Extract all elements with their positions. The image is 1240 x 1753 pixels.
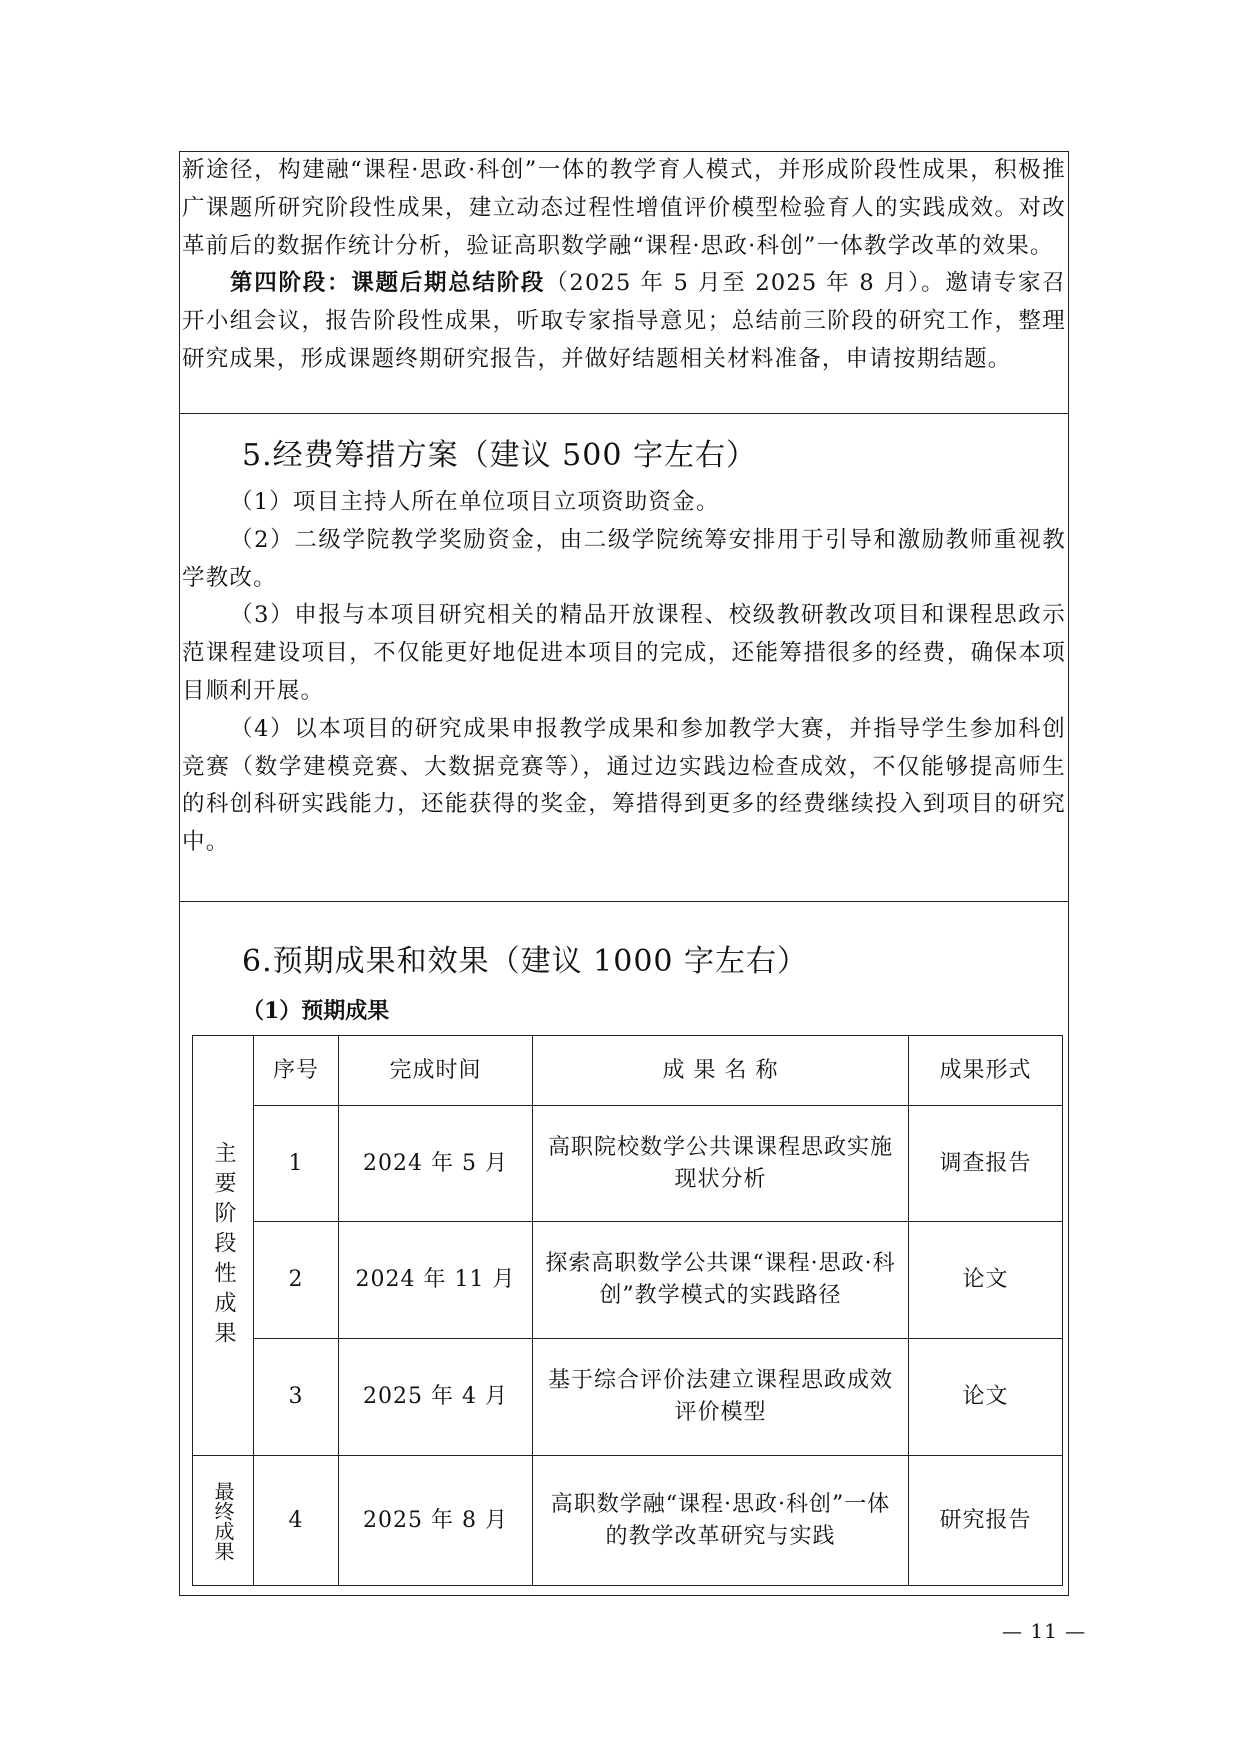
stage4-text: （2025 年 5 月至 2025 年 8 月）。邀请专家召开小组会议，报告阶段性成果，听取专家指导意见；总结前三阶段的研究工作，整理研究成果，形成课题终期研究报告，并做好结题相关材料准备，申请按期结题。 <box>182 270 1066 372</box>
row-3-no: 3 <box>254 1339 339 1456</box>
row-2-form: 论文 <box>909 1222 1063 1339</box>
row-1-no: 1 <box>254 1106 339 1222</box>
group-stage-label: 主要阶段性成果 <box>211 1140 236 1351</box>
expected-results-table <box>192 1035 1063 1586</box>
row-4-time: 2025 年 8 月 <box>339 1456 533 1586</box>
header-no: 序号 <box>254 1036 339 1106</box>
stage4-label: 第四阶段：课题后期总结阶段 <box>230 270 546 297</box>
section6-cell <box>180 901 1068 1595</box>
table-row <box>193 1106 1063 1222</box>
group-stage-cell <box>193 1036 254 1456</box>
row-1-name: 高职院校数学公共课课程思政实施现状分析 <box>533 1106 909 1222</box>
page-number: — 11 — <box>1002 1619 1087 1643</box>
group-final-label: 最终成果 <box>211 1480 235 1561</box>
funding-item-3: （3）申报与本项目研究相关的精品开放课程、校级教研教改项目和课程思政示范课程建设项目，不仅能更好地促进本项目的完成，还能筹措很多的经费，确保本项目顺利开展。 <box>182 602 1066 704</box>
row-4-form: 研究报告 <box>909 1456 1063 1586</box>
row-3-time: 2025 年 4 月 <box>339 1339 533 1456</box>
section5-heading: 5.经费筹措方案（建议 500 字左右） <box>242 438 757 473</box>
section6-heading: 6.预期成果和效果（建议 1000 字左右） <box>242 944 809 979</box>
section4-tail-cell <box>180 152 1068 413</box>
stage4-paragraph <box>182 265 1066 378</box>
row-4-name: 高职数学融“课程·思政·科创”一体的教学改革研究与实践 <box>533 1456 909 1586</box>
group-final-cell <box>193 1456 254 1586</box>
funding-item-2: （2）二级学院教学奖励资金，由二级学院统筹安排用于引导和激励教师重视教学教改。 <box>182 526 1066 591</box>
funding-item-4: （4）以本项目的研究成果申报教学成果和参加教学大赛，并指导学生参加科创竞赛（数学建模竞赛、大数据竞赛等），通过边实践边检查成效，不仅能够提高师生的科创科研实践能力，还能获得的奖金，筹措得到更多的经费继续投入到项目的研究中。 <box>182 715 1066 856</box>
funding-item-1: （1）项目主持人所在单位项目立项资助资金。 <box>230 489 720 515</box>
form-frame <box>179 151 1069 1596</box>
row-1-form: 调查报告 <box>909 1106 1063 1222</box>
row-1-time: 2024 年 5 月 <box>339 1106 533 1222</box>
table-header-row <box>193 1036 1063 1106</box>
row-3-name: 基于综合评价法建立课程思政成效评价模型 <box>533 1339 909 1456</box>
section5-cell <box>180 413 1068 901</box>
header-form: 成果形式 <box>909 1036 1063 1106</box>
header-name: 成 果 名 称 <box>533 1036 909 1106</box>
row-2-time: 2024 年 11 月 <box>339 1222 533 1339</box>
row-3-form: 论文 <box>909 1339 1063 1456</box>
section4-paragraph: 新途径，构建融“课程·思政·科创”一体的教学育人模式，并形成阶段性成果，积极推广课题所研究阶段性成果，建立动态过程性增值评价模型检验育人的实践成效。对改革前后的数据作统计分析，验证高职数学融“课程·思政·科创”一体教学改革的效果。 <box>182 157 1066 259</box>
row-2-no: 2 <box>254 1222 339 1339</box>
table-row <box>193 1222 1063 1339</box>
table-row <box>193 1339 1063 1456</box>
row-4-no: 4 <box>254 1456 339 1586</box>
header-time: 完成时间 <box>339 1036 533 1106</box>
row-2-name: 探索高职数学公共课“课程·思政·科创”教学模式的实践路径 <box>533 1222 909 1339</box>
table-row <box>193 1456 1063 1586</box>
expected-results-subheading: （1）预期成果 <box>242 998 390 1024</box>
